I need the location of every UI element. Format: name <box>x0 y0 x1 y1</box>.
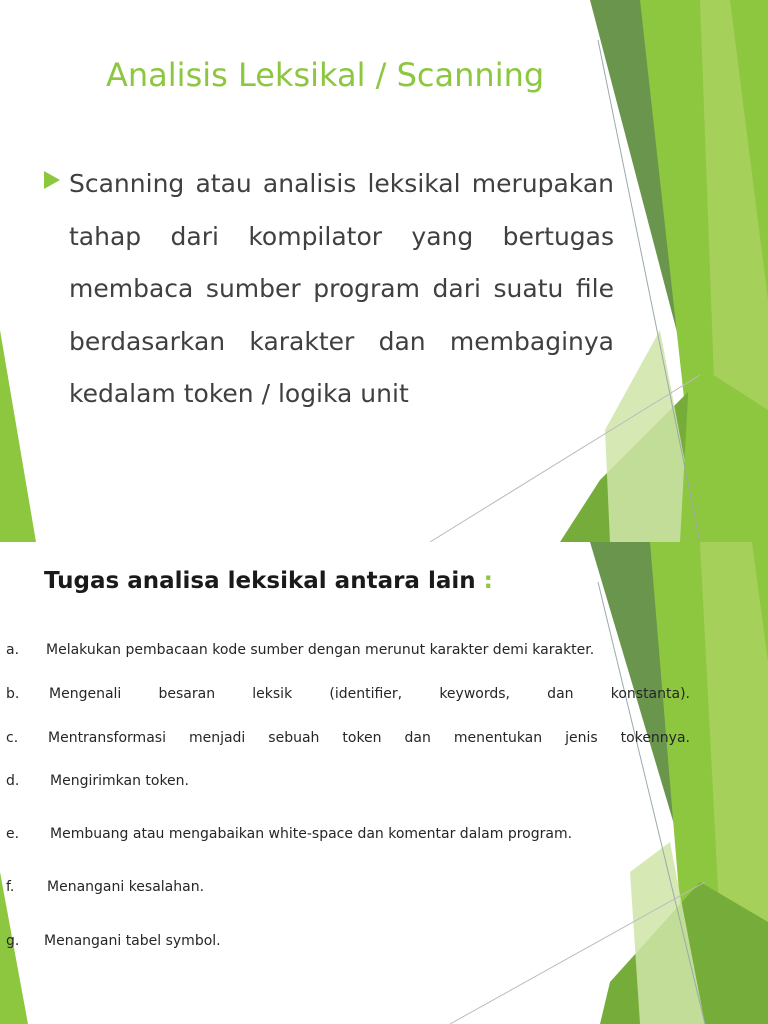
list-marker: c. <box>6 730 19 746</box>
slide-title: Analisis Leksikal / Scanning <box>106 56 545 94</box>
list-marker: g. <box>6 933 20 949</box>
bullet-text: Scanning atau analisis leksikal merupakan tahap dari kompilator yang bertugas membaca sumber program dari suatu file berdasarkan karakter dan membaginya kedalam token / logika unit <box>69 169 614 408</box>
list-item-text: Mentransformasi menjadi sebuah token dan menentukan jenis tokennya. <box>48 730 690 746</box>
list-item-text: Mengirimkan token. <box>50 773 189 789</box>
bullet-paragraph <box>44 158 614 421</box>
slide-heading <box>44 568 493 594</box>
list-item-text: Menangani kesalahan. <box>47 879 205 895</box>
list-marker: a. <box>6 642 20 658</box>
heading-text: Tugas analisa leksikal antara lain <box>44 568 476 594</box>
list-marker: f. <box>6 879 15 895</box>
triangle-bullet-icon <box>44 171 60 189</box>
list-item-text: Menangani tabel symbol. <box>44 933 221 949</box>
heading-colon: : <box>483 568 493 594</box>
list-marker: e. <box>6 826 20 842</box>
slide-2 <box>0 542 768 1024</box>
list-item-text: Membuang atau mengabaikan white-space dan komentar dalam program. <box>50 826 573 842</box>
list-item-text: Mengenali besaran leksik (identifier, keywords, dan konstanta). <box>49 686 690 702</box>
list-item-text: Melakukan pembacaan kode sumber dengan merunut karakter demi karakter. <box>46 642 595 658</box>
list-marker: b. <box>6 686 20 702</box>
list-marker: d. <box>6 773 20 789</box>
